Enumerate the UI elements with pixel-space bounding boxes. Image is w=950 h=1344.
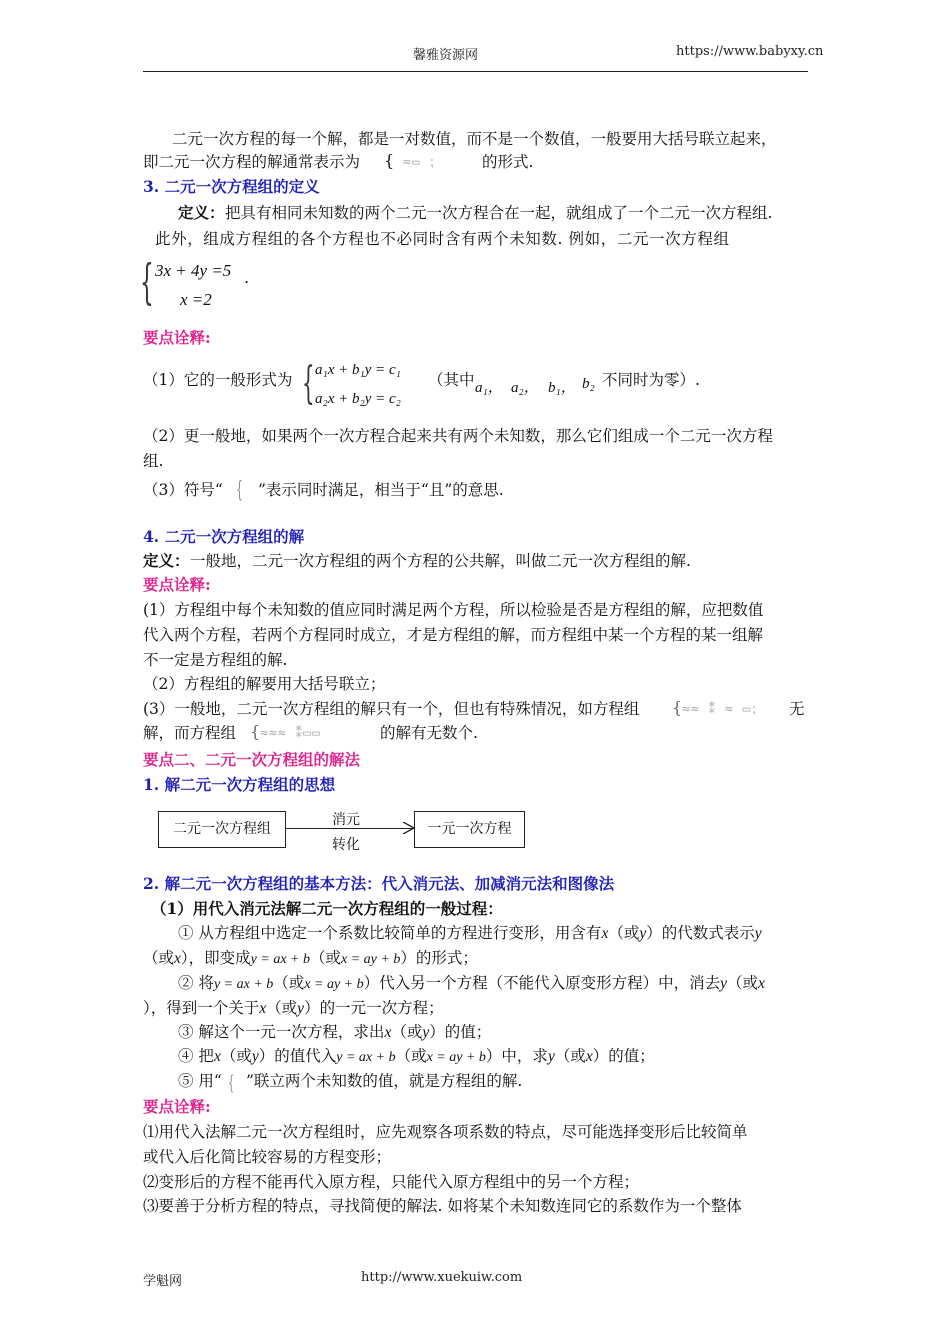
coef-b1: b₁， (548, 380, 576, 396)
footer-url[interactable]: http://www.xuekuiw.com (361, 1270, 523, 1285)
step5-b: ”联立两个未知数的值，就是方程组的解. (246, 1072, 523, 1090)
step1-line2: （或x），即变成y = ax + b（或x = ay + b）的形式； (143, 949, 478, 967)
solution-pair-image: { ≈▭ ⁏ (384, 151, 435, 170)
flow-label-eliminate: 消元 (332, 812, 360, 828)
part2-n1-line2: 或代入后化简比较容易的方程变形； (143, 1148, 392, 1166)
part2-heading: 要点二、二元一次方程组的解法 (143, 750, 361, 769)
flow-label-transform: 转化 (332, 837, 360, 853)
coef-b2: b₂ (582, 376, 595, 392)
para1-line2-b: 的形式. (482, 153, 534, 171)
s4-n1-line1: (1）方程组中每个未知数的值应同时满足两个方程，所以检验是否是方程组的解，应把数值 (143, 601, 764, 619)
step2-line2: ），得到一个关于x（或y）的一元一次方程； (143, 999, 444, 1017)
s4-n3-b: 无 (789, 700, 805, 718)
s3-def-line1: 把具有相同未知数的两个二元一次方程合在一起，就组成了一个二元一次方程组. (225, 204, 773, 222)
section3-heading: 3. 二元一次方程组的定义 (143, 177, 320, 196)
flow-box-binary-system: 二元一次方程组 (158, 811, 286, 848)
footer-site-name: 学魁网 (143, 1274, 183, 1289)
s3-n1-b: （其中 (428, 371, 475, 389)
s4-def-text: 一般地，二元一次方程组的两个方程的公共解，叫做二元一次方程组的解. (190, 552, 691, 570)
example-eq2: x =2 (180, 290, 212, 309)
example-end: . (244, 268, 250, 287)
s4-notes-label: 要点诠释: (143, 575, 211, 594)
s4-n1-line2: 代入两个方程，若两个方程同时成立，才是方程组的解，而方程组中某一个方程的某一组解 (143, 626, 764, 644)
header-rule (143, 71, 808, 72)
s3-notes-label: 要点诠释: (143, 328, 211, 347)
s3-n1-a: （1）它的一般形式为 (143, 371, 293, 389)
step2-line1: ② 将y = ax + b（或x = ay + b）代入另一个方程（不能代入原变形方程）中，消去y（或x (178, 974, 765, 992)
header-url[interactable]: https://www.babyxy.cn (676, 44, 824, 59)
coef-a1: a₁， (475, 380, 503, 396)
part2-sub1: 1. 解二元一次方程组的思想 (143, 775, 336, 794)
example-brace: { (140, 254, 154, 310)
header-site-name: 馨雅资源网 (413, 48, 479, 63)
s4-n1-line3: 不一定是方程组的解. (143, 651, 288, 669)
step1-line1: ① 从方程组中选定一个系数比较简单的方程进行变形，用含有x（或y）的代数式表示y (178, 924, 762, 942)
s3-n1-c: 不同时为零）. (602, 371, 700, 389)
coef-a2: a₂， (511, 380, 539, 396)
s4-n3-d: 的解有无数个. (380, 724, 478, 742)
part2-n1-line1: ⑴用代入法解二元一次方程组时，应先观察各项系数的特点，尽可能选择变形后比较简单 (143, 1123, 748, 1141)
para1-line2-a: 即二元一次方程的解通常表示为 (143, 153, 361, 171)
s3-n2-line1: （2）更一般地，如果两个一次方程合起来共有两个未知数，那么它们组成一个二元一次方程 (143, 427, 773, 445)
part2-sub2-1: （1）用代入消元法解二元一次方程组的一般过程： (151, 899, 503, 918)
no-solution-system-image: {≈≈ ⁑ ≈ ▭⁏ (672, 698, 757, 717)
section4-heading: 4. 二元一次方程组的解 (143, 527, 305, 546)
step4-line: ④ 把x（或y）的值代入y = ax + b（或x = ay + b）中，求y（或x）的值； (178, 1047, 655, 1065)
general-form-brace: { (302, 358, 315, 409)
flow-arrow-line (285, 828, 412, 829)
part2-n3: ⑶要善于分析方程的特点，寻找简便的解法. 如将某个未知数连同它的系数作为一个整体 (143, 1197, 742, 1215)
s3-n3-b: ”表示同时满足，相当于“且”的意思. (258, 481, 504, 499)
s4-def-label: 定义： (143, 551, 190, 570)
brace-symbol: { (236, 478, 243, 503)
infinite-solution-system-image: {≈≈≈ ⁑▭▭ (250, 722, 321, 741)
s4-n2: （2）方程组的解要用大括号联立； (143, 675, 386, 693)
step3-line: ③ 解这个一元一次方程，求出x（或y）的值； (178, 1023, 492, 1041)
part2-n2: ⑵变形后的方程不能再代入原方程，只能代入原方程组中的另一个方程； (143, 1173, 640, 1191)
s4-n3-c: 解，而方程组 (143, 724, 237, 742)
step5-brace-symbol: { (228, 1070, 235, 1094)
para1-line1: 二元一次方程的每一个解，都是一对数值，而不是一个数值，一般要用大括号联立起来， (172, 130, 777, 148)
general-eq1: a₁x + b₁y = c₁ (315, 362, 401, 378)
s3-n2-line2: 组. (143, 452, 164, 470)
step5-a: ⑤ 用“ (178, 1072, 222, 1090)
part2-notes-label: 要点诠释: (143, 1097, 211, 1116)
s4-n3-a: (3）一般地，二元一次方程组的解只有一个，但也有特殊情况，如方程组 (143, 700, 640, 718)
s3-def-label: 定义： (178, 203, 225, 222)
example-eq1: 3x + 4y =5 (155, 261, 232, 280)
part2-sub2: 2. 解二元一次方程组的基本方法：代入消元法、加减消元法和图像法 (143, 874, 615, 893)
general-eq2: a₂x + b₂y = c₂ (315, 391, 401, 407)
s3-n3-a: （3）符号“ (143, 481, 223, 499)
flow-box-linear-equation: 一元一次方程 (414, 811, 525, 848)
s3-def-line2: 此外，组成方程组的各个方程也不必同时含有两个未知数. 例如，二元一次方程组 (155, 230, 730, 248)
